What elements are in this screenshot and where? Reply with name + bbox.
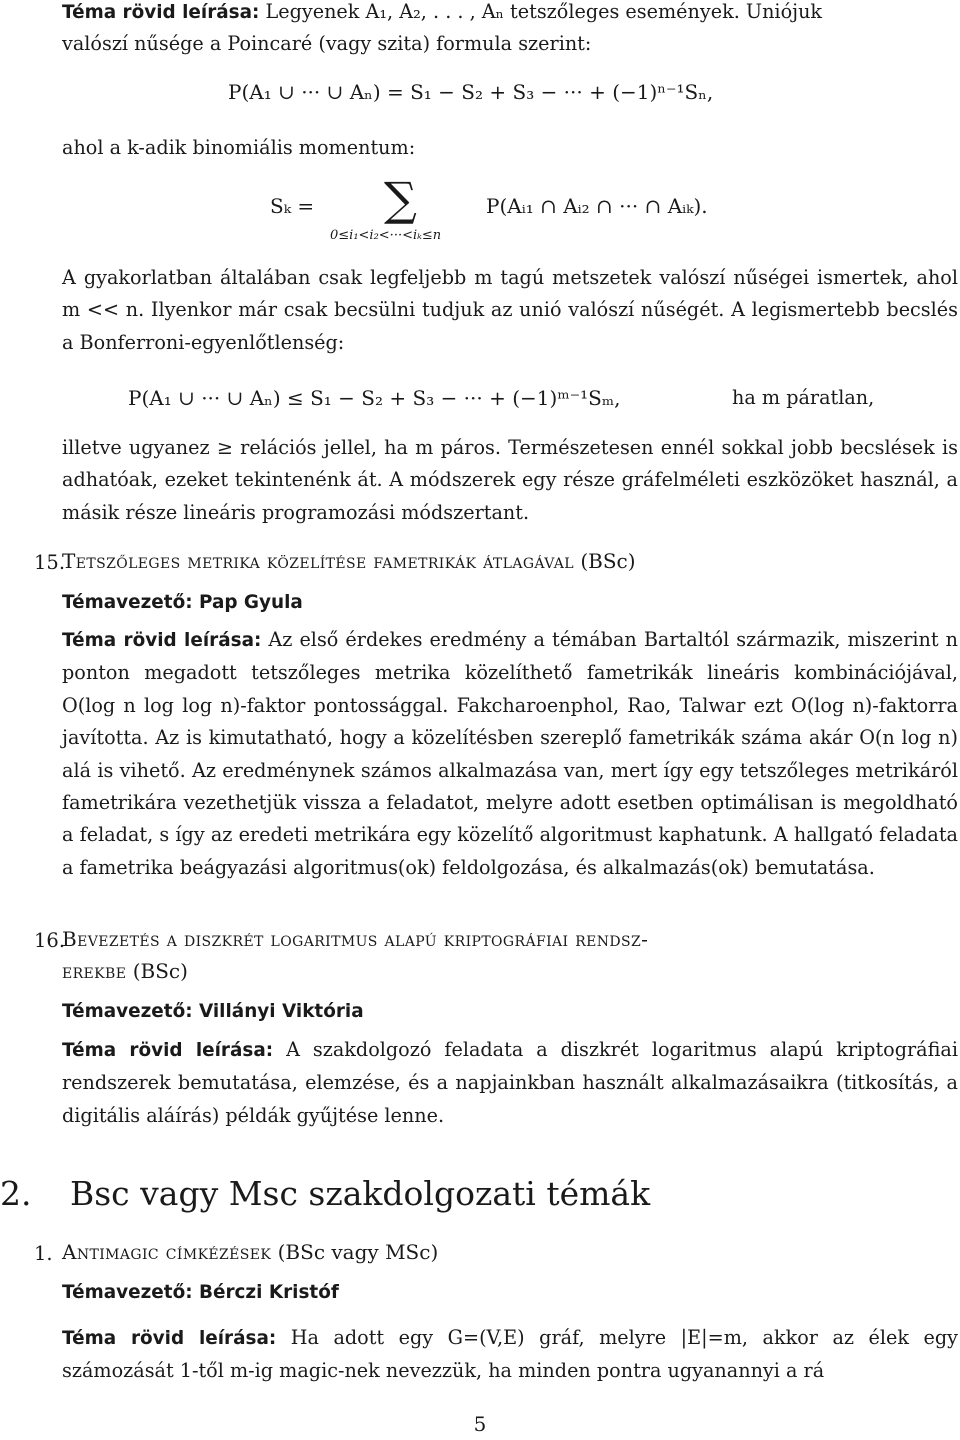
topic-description: [62, 1322, 958, 1388]
section-number: 2.: [0, 1174, 32, 1213]
moment-formula-body: P(Aᵢ₁ ∩ Aᵢ₂ ∩ ··· ∩ Aᵢₖ).: [486, 194, 708, 218]
topic-label: Téma rövid leírása:: [62, 1328, 277, 1349]
bonferroni-remark: illetve ugyanez ≥ relációs jellel, ha m páros. Természetesen ennél sokkal jobb becslések is adhatóak, ezeket tekintenénk át. A módszerek egy része gráfelméleti eszközöket használ, a másik része lineáris programozási módszertant.: [62, 436, 958, 524]
topic-number: 15.: [34, 551, 66, 574]
topic-text: Az első érdekes eredmény a témában Bartaltól származik, miszerint n ponton megadott tetszőleges metrika közelíthető fametrikák lineáris kombinációjával, O(log n log log n)-faktor pontossággal. Fakcharoenphol, Rao, Talwar ezt O(log n)-faktorra javította. Az is kimutatható, hogy a közelítésben szereplő fametrikák száma akár O(n log n) alá is vihető. Az eredménynek számos alkalmazása van, mert így egy tetszőleges metrikáról fametrikára vezethetjük vissza a feladatot, melyre adott esetben optimálisan is megoldható a feladat, s így az eredeti metrikára egy közelítő algoritmust kaphatunk. A hallgató feladata a fametrika beágyazási algoritmus(ok) feldolgozása, és alkalmazás(ok) bemutatása.: [62, 628, 959, 879]
topic-description: [62, 1034, 958, 1132]
bonferroni-paragraph: A gyakorlatban általában csak legfeljebb m tagú metszetek valószí nűségei ismertek, ahol m << n. Ilyenkor már csak becsülni tudjuk az unió valószí nűségét. A legismertebb becslés a Bonferroni-egyenlőtlenség:: [62, 266, 958, 354]
topic-title-continued: erekbe: [62, 959, 127, 983]
poincare-formula: P(A₁ ∪ ··· ∪ Aₙ) = S₁ − S₂ + S₃ − ··· + (−1)ⁿ⁻¹Sₙ,: [228, 80, 714, 104]
moment-formula-lhs: Sₖ =: [270, 194, 315, 218]
sum-index: 0≤i₁<i₂<···<iₖ≤n: [330, 228, 442, 243]
intro-text: Legyenek A₁, A₂, . . . , Aₙ tetszőleges események. Uniójuk: [265, 0, 823, 23]
topic-description: [62, 624, 958, 884]
topic-number: 1.: [34, 1242, 53, 1265]
sum-symbol: ∑: [384, 172, 417, 226]
topic-heading: [62, 549, 636, 573]
topic-level: (BSc): [580, 549, 636, 573]
topic-title: Bevezetés a diszkrét logaritmus alapú kriptográfiai rendsz-: [62, 927, 649, 951]
topic-number: 16.: [34, 929, 66, 952]
section-title: Bsc vagy Msc szakdolgozati témák: [70, 1174, 651, 1213]
bonferroni-formula: P(A₁ ∪ ··· ∪ Aₙ) ≤ S₁ − S₂ + S₃ − ··· + (−1)ᵐ⁻¹Sₘ,: [128, 386, 621, 410]
topic-level: (BSc): [132, 959, 188, 983]
topic-label: Téma rövid leírása:: [62, 2, 260, 23]
topic-text: Ha adott egy G=(V,E) gráf, melyre |E|=m, akkor az élek egy számozását 1-től m-ig magic-nek nevezzük, ha minden pontra ugyanannyi a rá: [62, 1326, 958, 1383]
topic-title: Antimagic címkézések: [62, 1240, 272, 1264]
topic-level: (BSc vagy MSc): [277, 1240, 439, 1264]
topic-text: A szakdolgozó feladata a diszkrét logaritmus alapú kriptográfiai rendszerek bemutatása, elemzése, és a napjainkban használt alkalmazásaikra (titkosítás, a digitális aláírás) példák gyűjtése lenne.: [62, 1038, 958, 1127]
topic-heading-line-1: [62, 927, 648, 951]
topic-title: Tetszőleges metrika közelítése fametrikák átlagával: [62, 549, 574, 573]
intro-line-2: valószí nűsége a Poincaré (vagy szita) formula szerint:: [62, 32, 592, 55]
topic-label: Téma rövid leírása:: [62, 630, 262, 651]
page-number: 5: [473, 1412, 487, 1436]
intro-line-1: [62, 0, 822, 29]
bonferroni-condition: ha m páratlan,: [732, 386, 875, 409]
topic-supervisor: Témavezető: Villányi Viktória: [62, 1001, 364, 1022]
topic-supervisor: Témavezető: Bérczi Kristóf: [62, 1282, 339, 1303]
topic-heading-line-2: [62, 959, 188, 983]
moment-line: ahol a k-adik binomiális momentum:: [62, 136, 416, 159]
topic-label: Téma rövid leírása:: [62, 1040, 274, 1061]
topic-supervisor: Témavezető: Pap Gyula: [62, 592, 303, 613]
topic-heading: [62, 1240, 438, 1264]
